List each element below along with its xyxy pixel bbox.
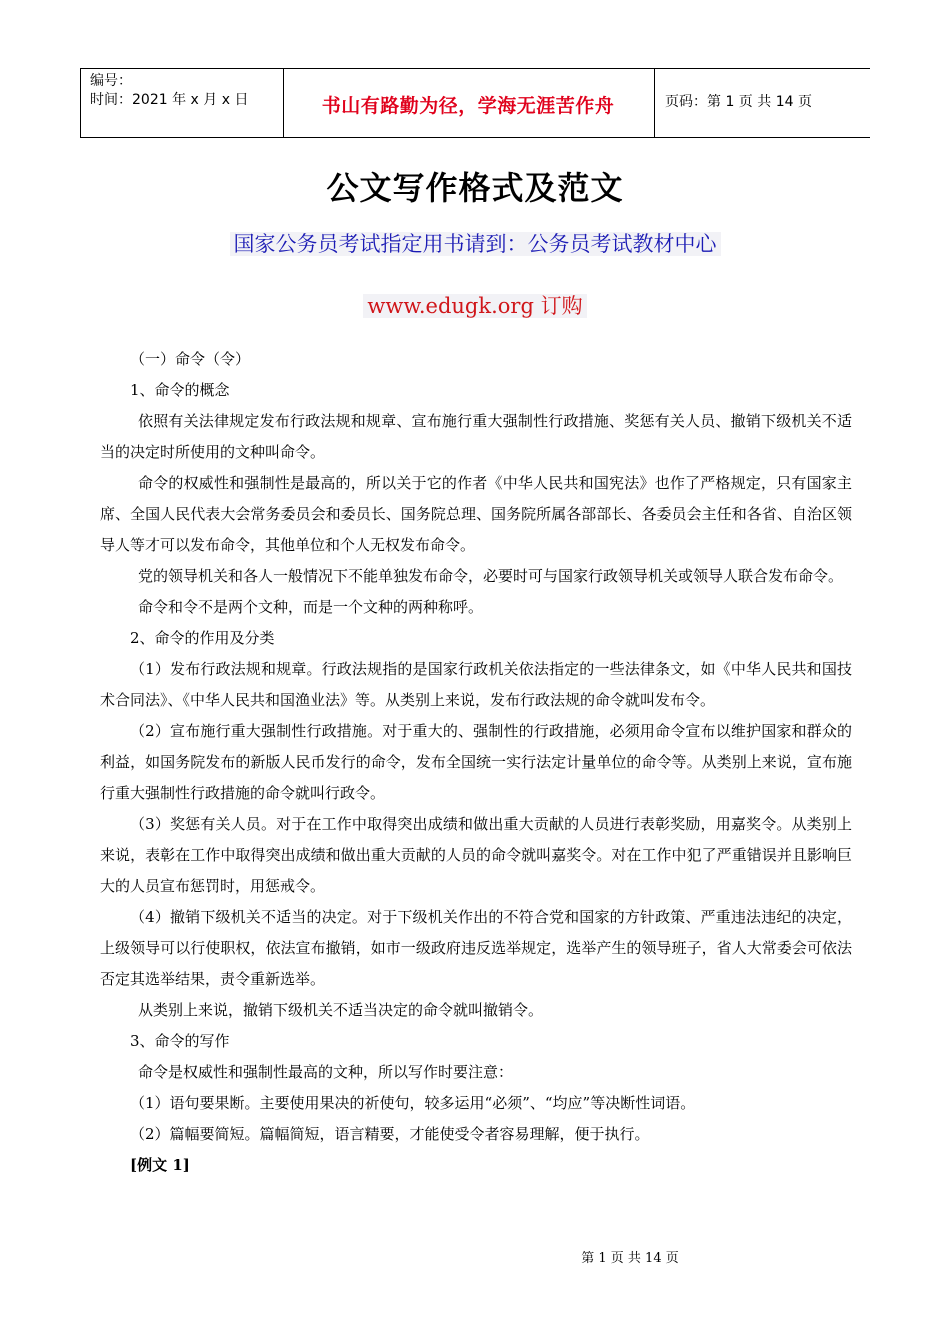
paragraph: 依照有关法律规定发布行政法规和规章、宣布施行重大强制性行政措施、奖惩有关人员、撤销下级机关不适当的决定时所使用的文种叫命令。 — [100, 412, 852, 461]
promo-link[interactable]: www.edugk.org 订购 — [363, 294, 586, 318]
paragraph: [例文 1] — [130, 1156, 190, 1174]
page-header — [80, 68, 870, 138]
paragraph: （1）发布行政法规和规章。行政法规指的是国家行政机关依法指定的一些法律条文，如《中华人民共和国技术合同法》、《中华人民共和国渔业法》等。从类别上来说，发布行政法规的命令就叫发布令。 — [100, 660, 852, 709]
paragraph: 党的领导机关和各人一般情况下不能单独发布命令，必要时可与国家行政领导机关或领导人联合发布命令。 — [138, 567, 844, 585]
document-body — [100, 344, 852, 1181]
paragraph: 命令和令不是两个文种，而是一个文种的两种称呼。 — [138, 598, 484, 616]
page-info: 页码：第 1 页 共 14 页 — [665, 94, 812, 110]
paragraph: 1、命令的概念 — [130, 381, 230, 399]
document-date: 时间：2021 年 x 月 x 日 — [90, 92, 249, 108]
paragraph: （1）语句要果断。主要使用果决的祈使句，较多运用“必须”、“均应”等决断性词语。 — [130, 1094, 696, 1112]
paragraph: 从类别上来说，撤销下级机关不适当决定的命令就叫撤销令。 — [138, 1001, 544, 1019]
header-motto-cell — [282, 69, 654, 137]
paragraph: 命令是权威性和强制性最高的文种，所以写作时要注意： — [138, 1063, 514, 1081]
paragraph: （3）奖惩有关人员。对于在工作中取得突出成绩和做出重大贡献的人员进行表彰奖励，用嘉奖令。从类别上来说，表彰在工作中取得突出成绩和做出重大贡献的人员的命令就叫嘉奖令。对在工作中犯了严重错误并且影响巨大的人员宣布惩罚时，用惩戒令。 — [100, 815, 852, 895]
paragraph: （4）撤销下级机关不适当的决定。对于下级机关作出的不符合党和国家的方针政策、严重违法违纪的决定，上级领导可以行使职权，依法宣布撤销，如市一级政府违反选举规定，选举产生的领导班子，省人大常委会可依法否定其选举结果，责令重新选举。 — [100, 908, 852, 988]
document-title: 公文写作格式及范文 — [326, 169, 624, 207]
motto-text: 书山有路勤为径，学海无涯苦作舟 — [321, 95, 615, 117]
paragraph: 命令的权威性和强制性是最高的，所以关于它的作者《中华人民共和国宪法》也作了严格规定，只有国家主席、全国人民代表大会常务委员会和委员长、国务院总理、国务院所属各部部长、各委员会主任和各省、自治区领导人等才可以发布命令，其他单位和个人无权发布命令。 — [100, 474, 852, 554]
paragraph: （2）篇幅要简短。篇幅简短，语言精要，才能使受令者容易理解，便于执行。 — [130, 1125, 650, 1143]
paragraph: 3、命令的写作 — [130, 1032, 230, 1050]
paragraph: （一）命令（令） — [130, 350, 251, 368]
promo-line-2[interactable] — [0, 290, 950, 320]
document-number-label: 编号： — [90, 73, 132, 89]
promo-text-1: 国家公务员考试指定用书请到：公务员考试教材中心 — [230, 232, 721, 256]
paragraph: 2、命令的作用及分类 — [130, 629, 275, 647]
header-page-cell — [654, 69, 871, 137]
header-meta-cell — [80, 69, 284, 137]
page-footer: 第 1 页 共 14 页 — [581, 1251, 679, 1266]
promo-line-1 — [0, 228, 950, 258]
paragraph: （2）宣布施行重大强制性行政措施。对于重大的、强制性的行政措施，必须用命令宣布以维护国家和群众的利益，如国务院发布的新版人民币发行的命令，发布全国统一实行法定计量单位的命令等。从类别上来说，宣布施行重大强制性行政措施的命令就叫行政令。 — [100, 722, 852, 802]
